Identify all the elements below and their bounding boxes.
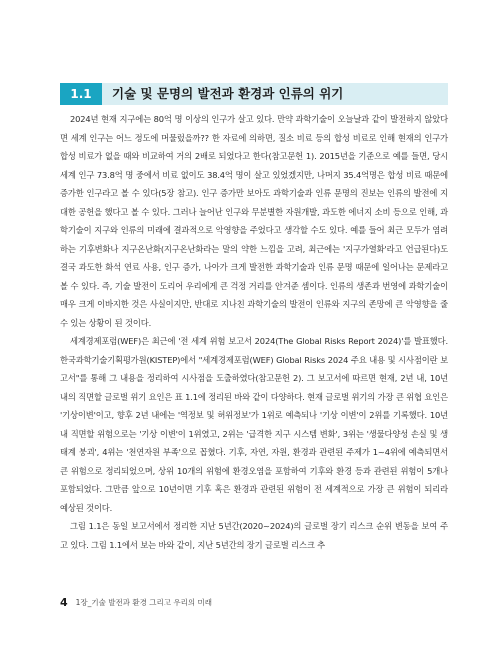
page-footer bbox=[60, 595, 212, 609]
paragraph-1: 2024년 현재 지구에는 80억 명 이상의 인구가 살고 있다. 만약 과학기술이 오늘날과 같이 발전하지 않았다면 세계 인구는 어느 정도에 머물렀을까?? 한 자료에 의하면, 질소 비료 등의 합성 비료로 인해 현재의 인구가 합성 비료가 없을 때와 비교하여 거의 2배로 되었다고 한다(참고문헌 1). 2015년을 기준으로 예를 들면, 당시 세계 인구 73.8억 명 중에서 비료 없이도 38.4억 명이 살고 있었겠지만, 나머지 35.4억명은 합성 비료 때문에 증가한 인구라고 볼 수 있다(5장 참고). 인구 증가만 보아도 과학기술과 인류 문명의 진보는 인류의 발전에 지대한 공헌을 했다고 볼 수 있다. 그러나 늘어난 인구와 무분별한 자원개발, 과도한 에너지 소비 등으로 인해, 과학기술이 지구와 인류의 미래에 결과적으로 악영향을 주었다고 생각할 수도 있다. 예를 들어 최근 모두가 염려하는 기후변화나 지구온난화(지구온난화라는 말의 약한 느낌을 고려, 최근에는 '지구가열화'라고 언급된다)도 결국 과도한 화석 연료 사용, 인구 증가, 나아가 크게 발전한 과학기술과 인류 문명 때문에 일어나는 문제라고 볼 수 있다. 즉, 기술 발전이 도리어 우리에게 큰 걱정 거리를 안겨준 셈이다. 인류의 생존과 번영에 과학기술이 매우 크게 이바지한 것은 사실이지만, 반대로 지나친 과학기술의 발전이 인류와 지구의 존망에 큰 악영향을 줄 수 있는 상황이 된 것이다. bbox=[60, 114, 448, 328]
section-number: 1.1 bbox=[60, 83, 102, 105]
section-title: 기술 및 문명의 발전과 환경과 인류의 위기 bbox=[112, 86, 344, 101]
paragraph-3: 그림 1.1은 동일 보고서에서 정리한 지난 5년간(2020~2024)의 글로벌 장기 리스크 순위 변동을 보여 주고 있다. 그림 1.1에서 보는 바와 같이, 지난 5년간의 장기 글로벌 리스크 추 bbox=[60, 521, 448, 550]
running-title: 1장_기술 발전과 환경 그리고 우리의 미래 bbox=[75, 597, 213, 607]
section-header bbox=[60, 83, 448, 105]
page-number: 4 bbox=[60, 595, 68, 609]
body-text bbox=[60, 110, 448, 554]
paragraph-2: 세계경제포럼(WEF)은 최근에 '전 세계 위험 보고서 2024(The Global Risks Report 2024)'를 발표했다. 한국과학기술기획평가원(KISTEP)에서 "세계경제포럼(WEF) Global Risks 2024 주요 내용 및 시사점이란 보고서"를 통해 그 내용을 정리하여 시사점을 도출하였다(참고문헌 2). 그 보고서에 따르면 현재, 2년 내, 10년 내의 직면할 글로벌 위기 요인은 표 1.1에 정리된 바와 같이 다양하다. 현재 글로벌 위기의 가장 큰 위협 요인은 '기상이변'이고, 향후 2년 내에는 '역정보 및 허위정보'가 1위로 예측되나 '기상 이변'이 2위를 기록했다. 10년 내 직면할 위험으로는 '기상 이변'이 1위였고, 2위는 '급격한 지구 시스템 변화', 3위는 '생물다양성 손실 및 생태계 붕괴', 4위는 '천연자원 부족'으로 꼽혔다. 기후, 자연, 자원, 환경과 관련된 주제가 1~4위에 예측되면서 큰 위험으로 정리되었으며, 상위 10개의 위험에 환경오염을 포함하여 기후와 환경 등과 관련된 위험이 5개나 포함되었다. 그만큼 앞으로 10년이면 기후 혹은 환경과 관련된 위험이 전 세계적으로 가장 큰 위험이 되리라 예상된 것이다. bbox=[60, 336, 448, 513]
